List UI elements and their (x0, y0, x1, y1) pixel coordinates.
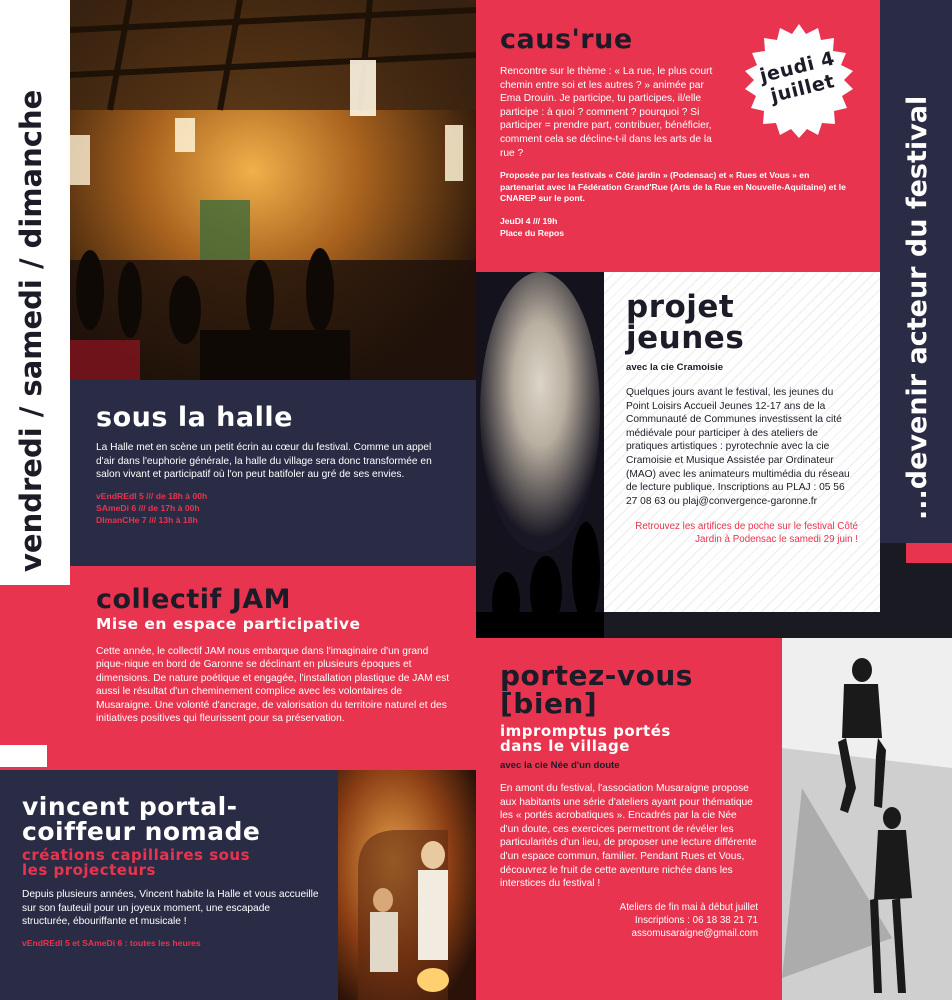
caus-rue-body: Rencontre sur le thème : « La rue, le plus court chemin entre soi et les autres ? » animée par Ema Drouin. Je participe, tu participes, il/elle participe : à quoi ? comment ? pourquoi ? Si participer = prendre part, contribuer, bénéficier, comment cela se décline-t-il dans les arts de la rue ? (500, 66, 713, 159)
sous-la-halle-section (70, 380, 476, 566)
left-white-tab (0, 745, 47, 767)
left-vertical-band (0, 0, 70, 585)
projet-jeunes-section (604, 272, 880, 612)
hall-photo-image (70, 0, 476, 380)
sous-la-halle-schedule-2: SAmeDi 6 /// de 17h à 00h (96, 502, 200, 513)
portez-vous-info-3: assomusaraigne@gmail.com (631, 927, 758, 939)
caus-rue-title: caus'rue (500, 24, 633, 55)
portez-vous-info-2: Inscriptions : 06 18 38 21 71 (634, 914, 758, 926)
dark-strip (604, 612, 880, 638)
vincent-title-line2: coiffeur nomade (22, 817, 261, 846)
vincent-section (0, 770, 338, 1000)
portez-vous-title-line1: portez-vous (500, 659, 693, 692)
collectif-jam-title: collectif JAM (96, 584, 291, 615)
projet-jeunes-note: Retrouvez les artifices de poche sur le festival Côté Jardin à Podensac le samedi 29 juin ! (635, 521, 858, 546)
fireworks-photo-image (476, 272, 604, 638)
collectif-jam-section (70, 566, 476, 770)
sous-la-halle-body: La Halle met en scène un petit écrin au cœur du festival. Comme un appel d'air dans l'euphorie générale, la halle du village sera donc transformée en salon vivant et participatif où l'on peut batifoler au gré de ses envies. (96, 442, 432, 481)
vincent-subtitle-line1: créations capillaires sous (22, 846, 251, 864)
vincent-body: Depuis plusieurs années, Vincent habite la Halle et vous accueille sur son fauteuil pour un joyeux moment, une escapade structurée, ébouriffante et musicale ! (22, 889, 319, 928)
acrobats-photo-image (782, 638, 952, 1000)
caus-rue-partners: Proposée par les festivals « Côté jardin » (Podensac) et « Rues et Vous » en partenariat avec la Fédération Grand'Rue (Arts de la Rue en Nouvelle-Aquitaine) et le CNAREP sur le pont. (500, 170, 846, 204)
portez-vous-subtitle-line2: dans le village (500, 737, 630, 755)
projet-jeunes-title-line1: projet (626, 289, 735, 325)
hall-photo (70, 0, 476, 380)
projet-jeunes-subtitle: avec la cie Cramoisie (626, 362, 724, 373)
caus-rue-where: Place du Repos (500, 227, 564, 238)
night-photo-accent (906, 543, 952, 563)
projet-jeunes-body: Quelques jours avant le festival, les jeunes du Point Loisirs Accueil Jeunes 12-17 ans de la Communauté de Communes investissent la cité médiévale pour participer à des ateliers de pratiques artistiques : pyrotechnie avec la cie Cramoisie et Musique Assistée par Ordinateur (MAO) avec les animateurs multimédia du réseau de lecture publique. Inscriptions au PLAJ : 05 56 27 08 63 ou plaj@convergence-garonne.fr (626, 387, 850, 507)
night-photo-strip (880, 543, 952, 638)
vincent-schedule: vEndREdI 5 et SAmeDi 6 : toutes les heures (22, 937, 201, 948)
sous-la-halle-title: sous la halle (96, 402, 293, 433)
fireworks-photo (476, 272, 604, 638)
caus-rue-when: JeuDI 4 /// 19h (500, 215, 558, 226)
vincent-title-line1: vincent portal- (22, 792, 238, 821)
vincent-subtitle-line2: les projecteurs (22, 861, 156, 879)
sous-la-halle-schedule-1: vEndREdI 5 /// de 18h à 00h (96, 490, 208, 501)
badge-text: jeudi 4 juillet (757, 47, 838, 108)
sous-la-halle-schedule-3: DImanCHe 7 /// 13h à 18h (96, 514, 198, 525)
portez-vous-subtitle-line1: impromptus portés (500, 722, 671, 740)
portez-vous-company: avec la cie Née d'un doute (500, 760, 620, 771)
collectif-jam-body: Cette année, le collectif JAM nous embarque dans l'imaginaire d'un grand pique-nique en bord de Garonne se déclinant en plusieurs époques et dimensions. De nature poétique et engagée, l'installation plastique de JAM est aussi le résultat d'un cheminement complice avec les volontaires de Musaraigne. Une volonté d'ancrage, de valorisation du territoire naturel et des initiatives positives qui fleurissent pour sa préservation. (96, 645, 450, 725)
projet-jeunes-title-line2: jeunes (626, 320, 745, 356)
right-vertical-band (880, 0, 952, 543)
date-badge (740, 22, 858, 140)
hairdresser-photo-image (338, 770, 476, 1000)
acrobats-photo (782, 638, 952, 1000)
hairdresser-photo (338, 770, 476, 1000)
right-band-text: ...devenir acteur du festival (902, 95, 933, 520)
portez-vous-info-1: Ateliers de fin mai à début juillet (619, 901, 758, 913)
portez-vous-body: En amont du festival, l'association Musaraigne propose aux habitants une série d'ateliers ayant pour thématique les « portés acrobatiques ». Encadrés par la cie Née d'un doute, ces exercices permettront de révéler les particularités d'un lieu, de proposer une lecture différente d'un espace commun, familier. Pendant Rues et Vous, découvrez le fruit de cette aventure nichée dans les interstices du festival ! (500, 783, 757, 890)
left-band-text: vendredi / samedi / dimanche (14, 89, 48, 572)
portez-vous-section (476, 638, 782, 1000)
collectif-jam-subtitle: Mise en espace participative (96, 615, 361, 633)
portez-vous-title-line2: [bien] (500, 687, 598, 720)
